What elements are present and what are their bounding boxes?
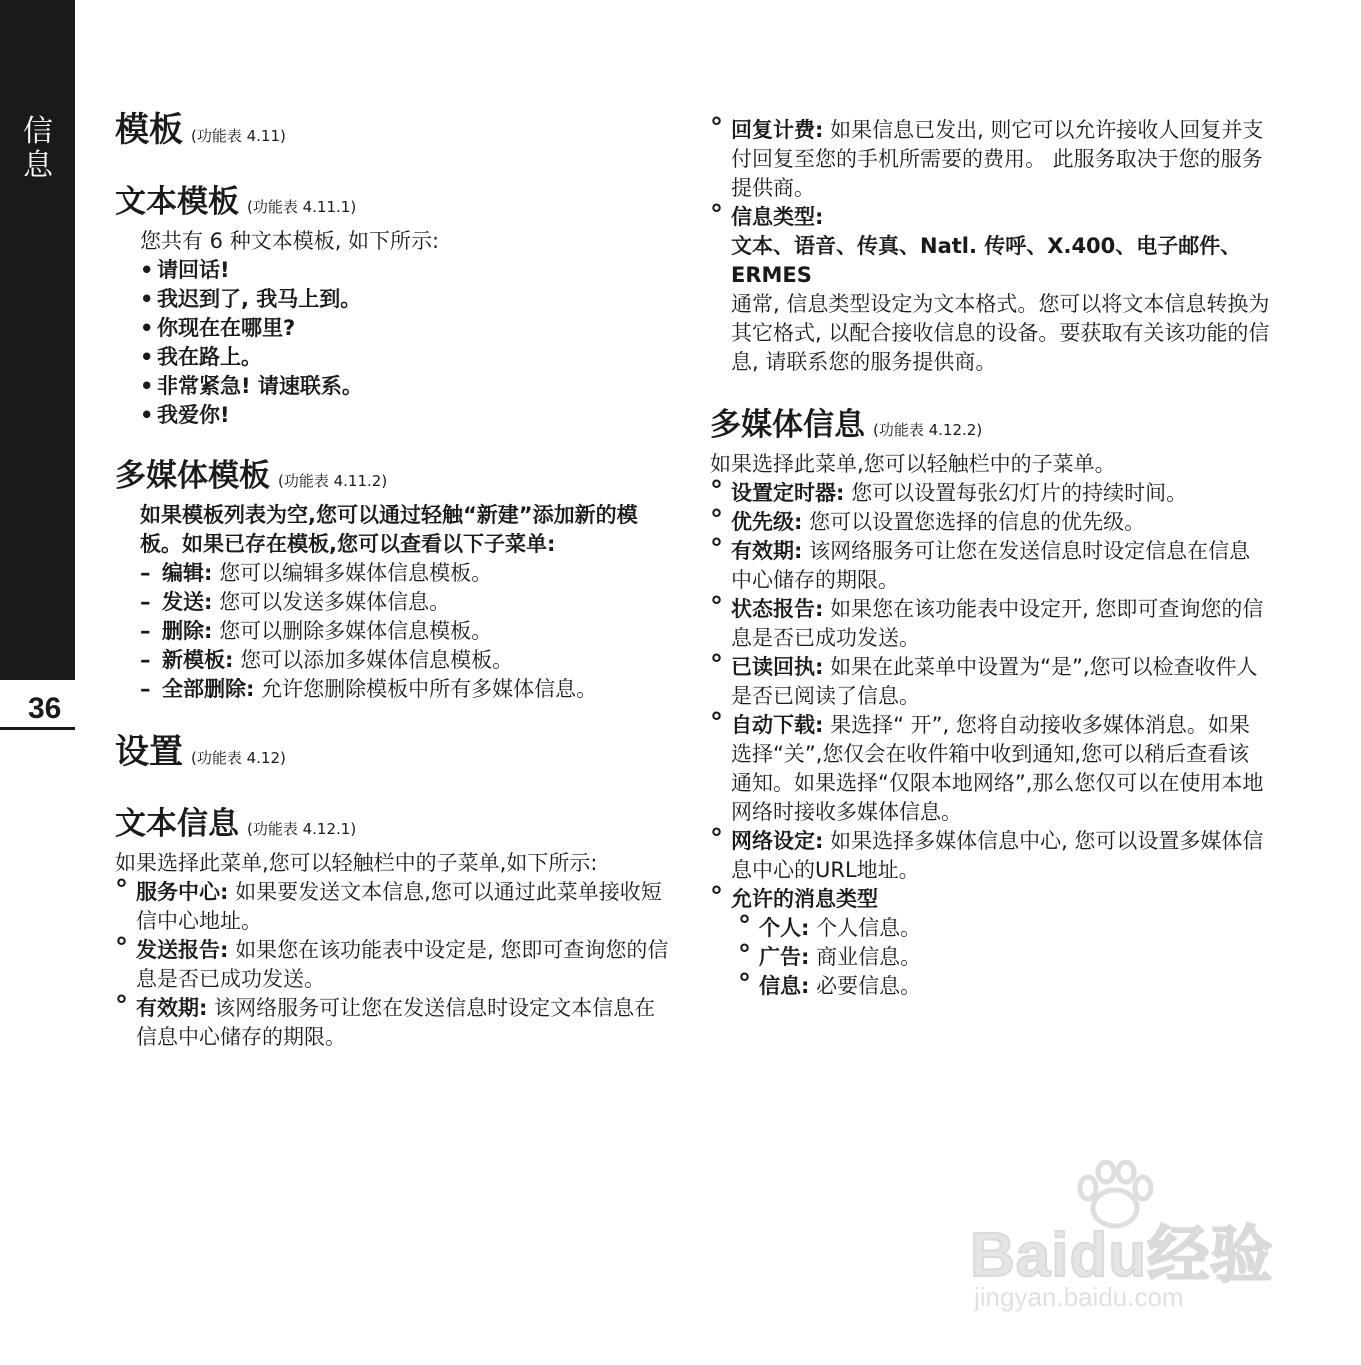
item-desc: 该网络服务可让您在发送信息时设定文本信息在信息中心储存的期限。 [136, 996, 656, 1049]
list-item [738, 972, 1270, 1001]
section-text-templates-heading [115, 182, 675, 227]
section-templates-heading [115, 108, 675, 158]
list-item [115, 994, 675, 1052]
item-desc: 如果您在该功能表中设定是, 您即可查询您的信息是否已成功发送。 [136, 938, 669, 991]
item-desc: 如果您在该功能表中设定开, 您即可查询您的信息是否已成功发送。 [731, 597, 1264, 650]
item-desc: 您可以添加多媒体信息模板。 [233, 648, 514, 672]
item-desc: 如果在此菜单中设置为“是”,您可以检查收件人是否已阅读了信息。 [731, 655, 1258, 708]
item-term: 状态报告: [731, 597, 824, 621]
item-desc: 如果信息已发出, 则它可以允许接收人回复并支付回复至您的手机所需要的费用。 此服务取决于您的服务提供商。 [731, 118, 1264, 200]
item-term: 新模板: [162, 648, 234, 672]
chapter-tab-label: 信息 [23, 114, 53, 183]
section-mms-templates-heading [115, 456, 675, 501]
mms-settings-list [710, 479, 1270, 1001]
list-item [738, 943, 1270, 972]
item-term: 编辑: [162, 561, 213, 585]
list-item: • 非常紧急! 请速联系。 [140, 372, 675, 401]
section-title: 文本信息 [115, 806, 239, 842]
list-item [710, 537, 1270, 595]
item-term: 自动下载: [731, 713, 824, 737]
menu-ref: (功能表 4.12.2) [873, 421, 983, 439]
watermark-brand: Baidu经验 [970, 1221, 1274, 1290]
item-desc: 商业信息。 [809, 945, 922, 969]
item-term: 服务中心: [136, 880, 229, 904]
list-item [140, 588, 675, 617]
item-desc: 您可以发送多媒体信息。 [212, 590, 451, 614]
left-column [115, 108, 675, 1052]
item-desc: 允许您删除模板中所有多媒体信息。 [254, 677, 598, 701]
list-item [140, 617, 675, 646]
mms-templates-intro: 如果模板列表为空,您可以通过轻触“新建”添加新的模板。如果已存在模板,您可以查看以下子菜单: [140, 503, 638, 556]
list-item [710, 885, 1270, 1001]
item-term: 网络设定: [731, 829, 824, 853]
item-term: 设置定时器: [731, 481, 845, 505]
message-types: 文本、语音、传真、Natl. 传呼、X.400、电子邮件、ERMES [731, 234, 1242, 287]
item-term: 发送报告: [136, 938, 229, 962]
list-item: • 你现在在哪里? [140, 314, 675, 343]
item-desc: 您可以设置您选择的信息的优先级。 [802, 510, 1146, 534]
list-item: • 我爱你! [140, 401, 675, 430]
reply-charge-list [710, 116, 1270, 377]
list-item [738, 914, 1270, 943]
section-title: 多媒体模板 [115, 458, 270, 494]
item-desc: 通常, 信息类型设定为文本格式。您可以将文本信息转换为 其它格式, 以配合接收信息的设备。要获取有关该功能的信息, 请联系您的服务提供商。 [731, 292, 1270, 374]
list-item [140, 675, 675, 704]
item-term: 优先级: [731, 510, 803, 534]
page-number: 36 [28, 692, 62, 725]
section-title: 模板 [115, 110, 183, 150]
item-term: 广告: [759, 945, 810, 969]
list-item [710, 508, 1270, 537]
item-term: 个人: [759, 916, 810, 940]
section-mms-heading [710, 405, 1270, 450]
menu-ref: (功能表 4.12) [191, 749, 286, 767]
chapter-tab [0, 0, 75, 680]
list-item [710, 595, 1270, 653]
list-item [710, 827, 1270, 885]
list-item [710, 116, 1270, 203]
item-term: 删除: [162, 619, 213, 643]
list-item [710, 711, 1270, 827]
menu-ref: (功能表 4.11.1) [247, 198, 357, 216]
item-desc: 果选择“ 开”, 您将自动接收多媒体消息。如果选择“关”,您仅会在收件箱中收到通知,您可以稍后查看该通知。如果选择“仅限本地网络”,那么您仅可以在使用本地网络时接收多媒体信息。 [731, 713, 1264, 824]
item-desc: 您可以编辑多媒体信息模板。 [212, 561, 493, 585]
list-item: • 请回话! [140, 256, 675, 285]
section-text-message-heading [115, 804, 675, 849]
item-desc: 您可以设置每张幻灯片的持续时间。 [844, 481, 1188, 505]
list-item [710, 203, 1270, 377]
item-term: 有效期: [731, 539, 803, 563]
item-desc: 如果要发送文本信息,您可以通过此菜单接收短信中心地址。 [136, 880, 662, 933]
menu-ref: (功能表 4.12.1) [247, 820, 357, 838]
page-number-rule [0, 727, 75, 730]
list-item [115, 878, 675, 936]
item-term: ° 信息类型: [731, 205, 824, 229]
allowed-types-list [738, 914, 1270, 1001]
section-title: 多媒体信息 [710, 407, 865, 443]
menu-ref: (功能表 4.11) [191, 127, 286, 145]
baidu-watermark [960, 1170, 1280, 1320]
item-term: 全部删除: [162, 677, 255, 701]
list-item [115, 936, 675, 994]
item-term: 已读回执: [731, 655, 824, 679]
item-desc: 个人信息。 [809, 916, 922, 940]
text-message-list [115, 878, 675, 1052]
item-term: ° 允许的消息类型 [731, 887, 878, 911]
mms-intro: 如果选择此菜单,您可以轻触栏中的子菜单。 [710, 452, 1116, 476]
item-desc: 必要信息。 [809, 974, 922, 998]
watermark-url: jingyan.baidu.com [974, 1282, 1184, 1312]
list-item: • 我在路上。 [140, 343, 675, 372]
list-item: • 我迟到了, 我马上到。 [140, 285, 675, 314]
text-message-intro: 如果选择此菜单,您可以轻触栏中的子菜单,如下所示: [115, 851, 598, 875]
text-templates-intro: 您共有 6 种文本模板, 如下所示: [140, 229, 440, 253]
item-term: 信息: [759, 974, 810, 998]
list-item [710, 653, 1270, 711]
menu-ref: (功能表 4.11.2) [278, 472, 388, 490]
list-item [140, 646, 675, 675]
item-desc: 您可以删除多媒体信息模板。 [212, 619, 493, 643]
right-column [710, 116, 1270, 1001]
item-desc: 如果选择多媒体信息中心, 您可以设置多媒体信息中心的URL地址。 [731, 829, 1264, 882]
section-title: 文本模板 [115, 184, 239, 220]
item-desc: 该网络服务可让您在发送信息时设定信息在信息中心储存的期限。 [731, 539, 1251, 592]
text-templates-list [115, 256, 675, 430]
item-term: 有效期: [136, 996, 208, 1020]
section-settings-heading [115, 730, 675, 780]
item-term: 发送: [162, 590, 213, 614]
list-item [710, 479, 1270, 508]
list-item [140, 559, 675, 588]
item-term: 回复计费: [731, 118, 824, 142]
mms-templates-list [115, 559, 675, 704]
section-title: 设置 [115, 732, 183, 772]
